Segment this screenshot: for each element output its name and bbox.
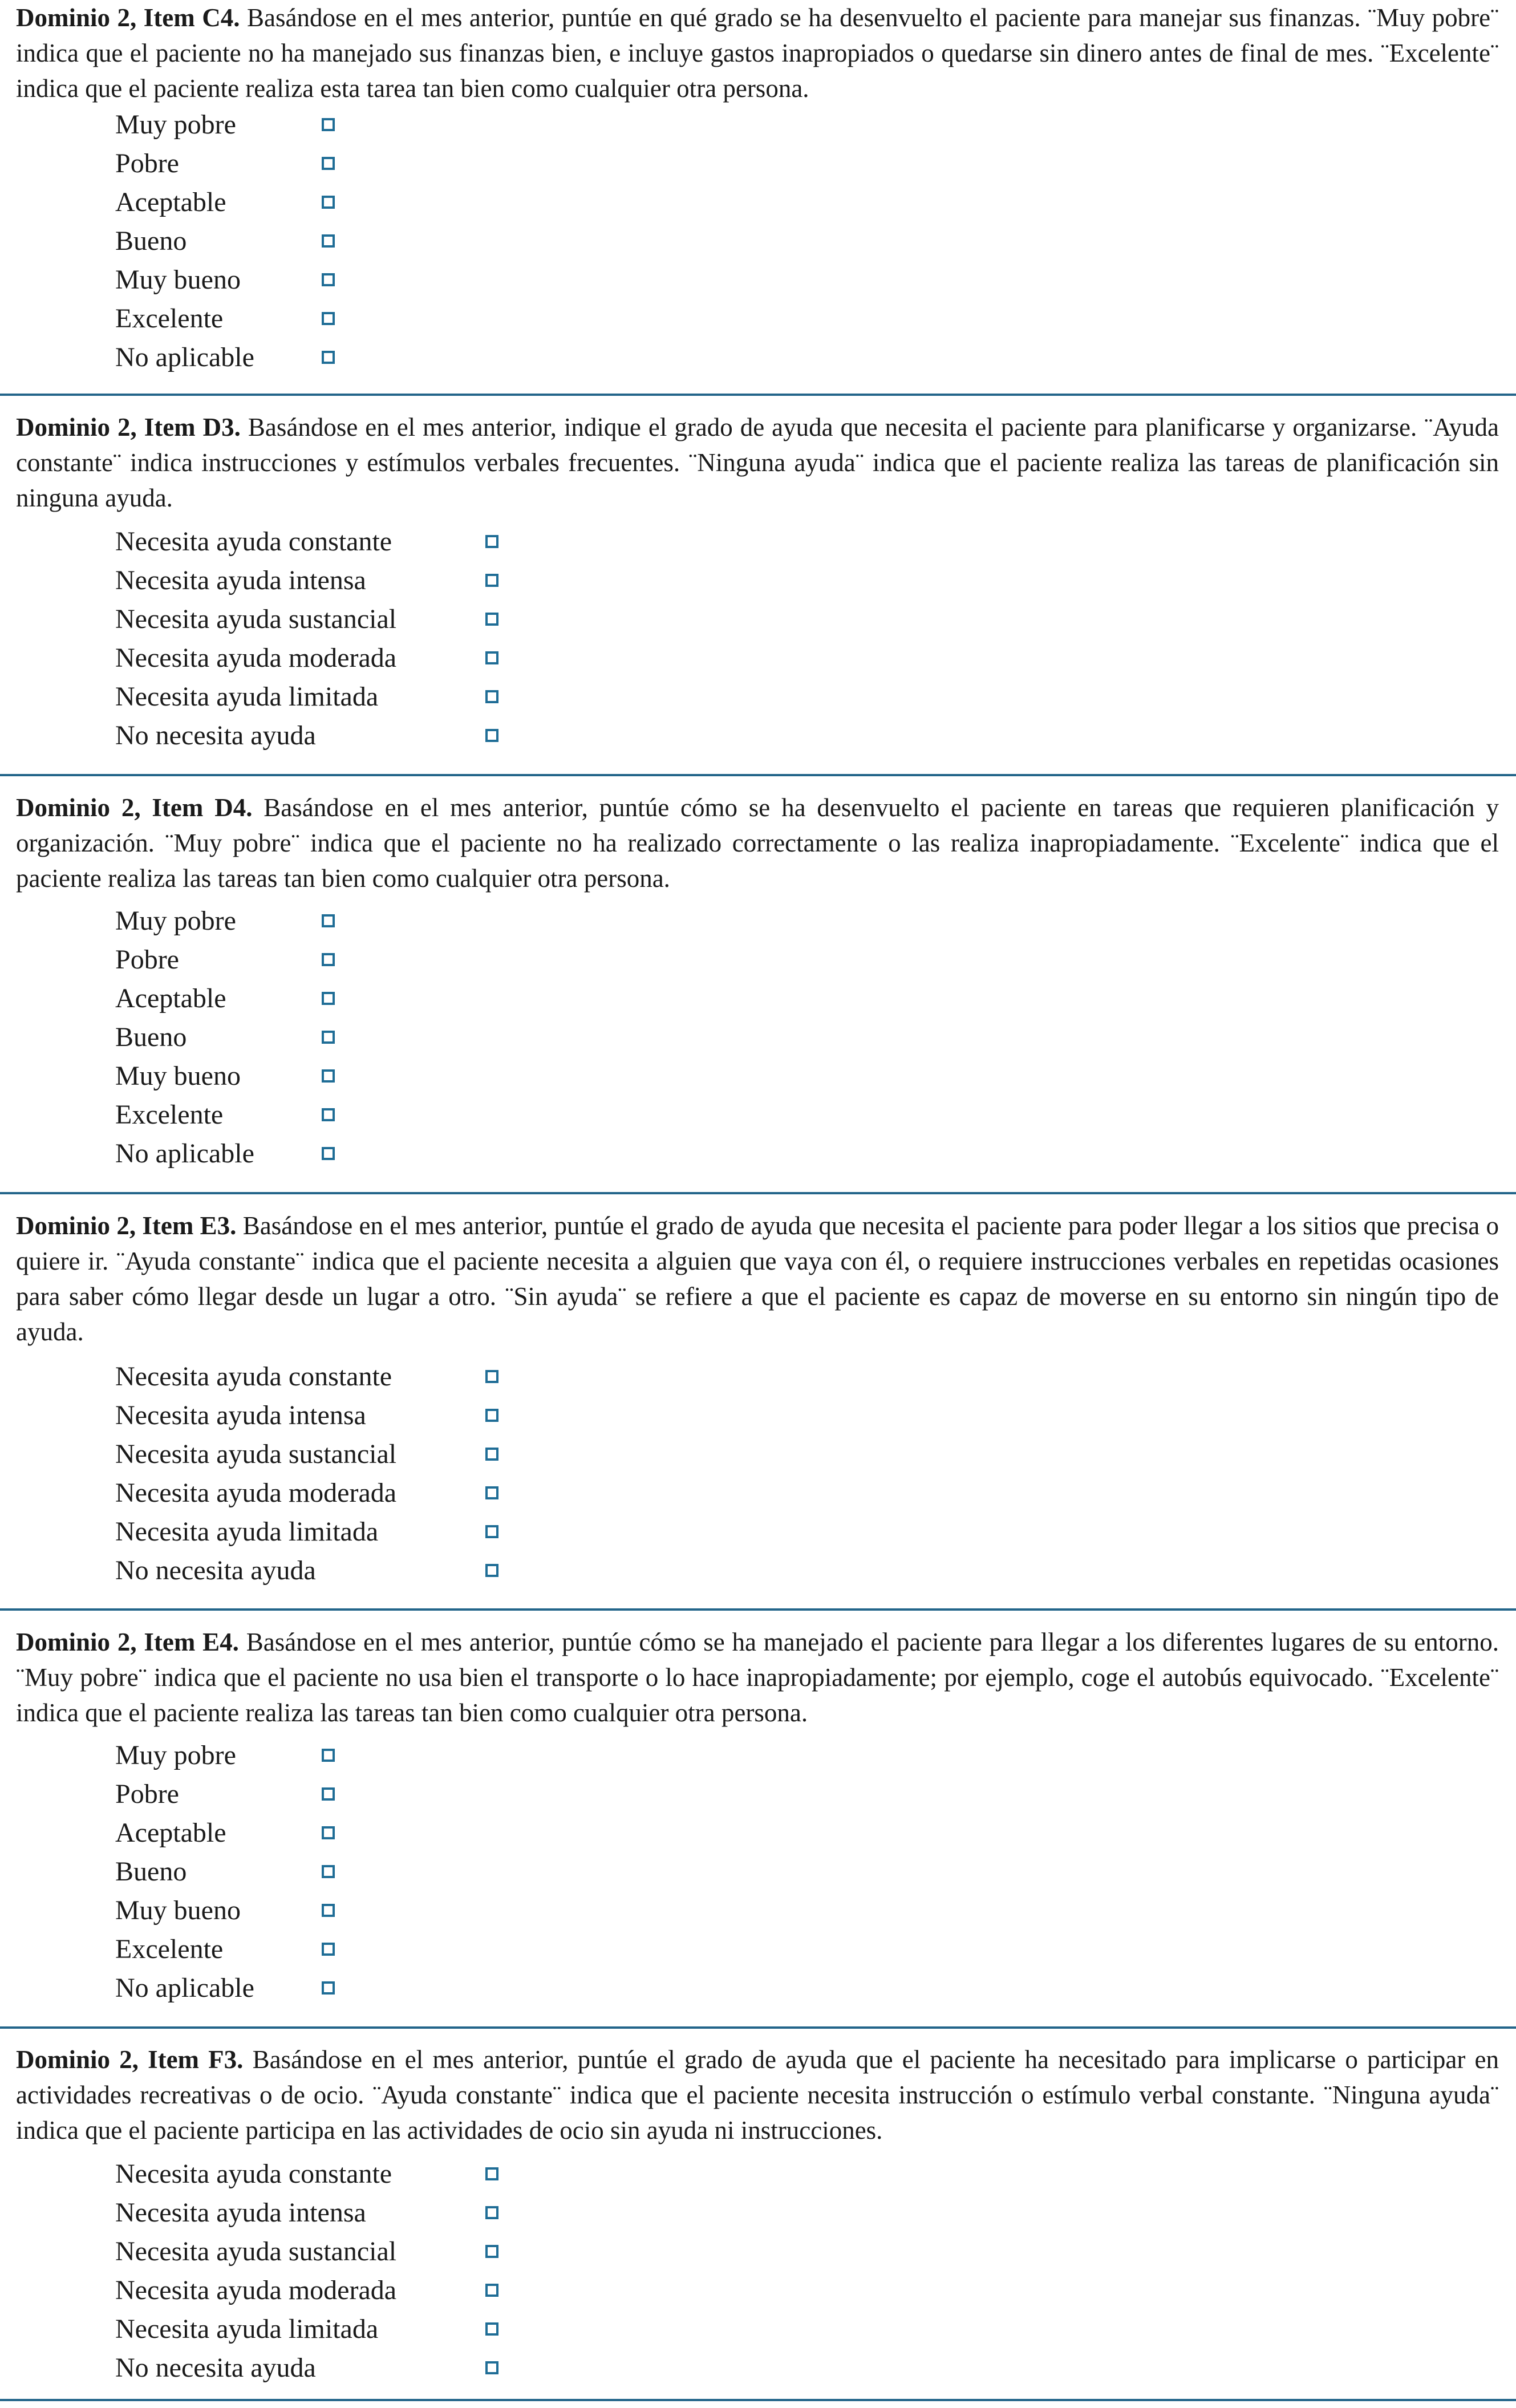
item-title: Dominio 2, Item D3. xyxy=(16,413,241,441)
checkbox[interactable] xyxy=(485,2284,498,2297)
option-label: Bueno xyxy=(115,226,187,256)
option-label: Necesita ayuda constante xyxy=(115,1361,392,1392)
option-label: Aceptable xyxy=(115,1818,226,1848)
option-label: Muy bueno xyxy=(115,1895,241,1925)
option-label: No necesita ayuda xyxy=(115,720,316,751)
checkbox[interactable] xyxy=(322,1147,335,1160)
checkbox[interactable] xyxy=(485,1448,498,1461)
option-label: Excelente xyxy=(115,303,224,334)
option-label: Necesita ayuda constante xyxy=(115,526,392,557)
option-label: Excelente xyxy=(115,1934,224,1964)
checkbox[interactable] xyxy=(485,729,498,742)
option-label: Muy pobre xyxy=(115,906,236,936)
section-divider xyxy=(0,2399,1516,2401)
item-title: Dominio 2, Item E3. xyxy=(16,1211,237,1240)
item-title: Dominio 2, Item C4. xyxy=(16,3,240,32)
checkbox[interactable] xyxy=(485,2245,498,2258)
checkbox[interactable] xyxy=(485,651,498,664)
checkbox[interactable] xyxy=(322,273,335,286)
option-label: Necesita ayuda moderada xyxy=(115,643,397,673)
option-label: No aplicable xyxy=(115,1138,254,1169)
option-label: Necesita ayuda limitada xyxy=(115,1517,379,1547)
option-label: Muy bueno xyxy=(115,265,241,295)
option-label: Necesita ayuda moderada xyxy=(115,1478,397,1508)
checkbox[interactable] xyxy=(322,118,335,131)
option-label: No aplicable xyxy=(115,342,254,372)
checkbox[interactable] xyxy=(485,535,498,548)
item-d3 xyxy=(16,410,1499,751)
checkbox[interactable] xyxy=(485,2206,498,2219)
option-label: Necesita ayuda intensa xyxy=(115,1400,366,1430)
option-label: Excelente xyxy=(115,1100,224,1130)
checkbox[interactable] xyxy=(322,157,335,170)
option-label: Necesita ayuda sustancial xyxy=(115,2236,397,2267)
item-text: Basándose en el mes anterior, puntúe cómo se ha desenvuelto el paciente en tareas que requieren planificación y organización. ¨Muy pobre¨ indica que el paciente no ha realizado correctamente o las realiza inapropiadamente. ¨Excelente¨ indica que el paciente realiza las tareas tan bien como cualquier otra persona. xyxy=(16,793,1499,893)
checkbox[interactable] xyxy=(485,2167,498,2180)
checkbox[interactable] xyxy=(322,1904,335,1917)
item-text: Basándose en el mes anterior, puntúe cómo se ha manejado el paciente para llegar a los diferentes lugares de su entorno. ¨Muy pobre¨ indica que el paciente no usa bien el transporte o lo hace inapropiadamente; por ejemplo, coge el autobús equivocado. ¨Excelente¨ indica que el paciente realiza las tareas tan bien como cualquier otra persona. xyxy=(16,1628,1499,1727)
checkbox[interactable] xyxy=(322,1865,335,1878)
item-d4 xyxy=(16,790,1499,1169)
option-label: No necesita ayuda xyxy=(115,2353,316,2383)
checkbox[interactable] xyxy=(322,1826,335,1839)
item-title: Dominio 2, Item E4. xyxy=(16,1628,239,1656)
checkbox[interactable] xyxy=(322,1031,335,1044)
checkbox[interactable] xyxy=(322,914,335,927)
section-divider xyxy=(0,1608,1516,1611)
option-label: No aplicable xyxy=(115,1973,254,2003)
option-label: No necesita ayuda xyxy=(115,1555,316,1586)
checkbox[interactable] xyxy=(322,1943,335,1956)
checkbox[interactable] xyxy=(485,1564,498,1577)
option-label: Necesita ayuda intensa xyxy=(115,2198,366,2228)
item-e4 xyxy=(16,1624,1499,2003)
option-label: Necesita ayuda constante xyxy=(115,2159,392,2189)
item-description xyxy=(16,1208,1499,1349)
item-title: Dominio 2, Item D4. xyxy=(16,793,253,822)
option-label: Necesita ayuda moderada xyxy=(115,2275,397,2305)
checkbox[interactable] xyxy=(485,690,498,703)
checkbox[interactable] xyxy=(485,1409,498,1422)
option-label: Necesita ayuda sustancial xyxy=(115,1439,397,1469)
section-divider xyxy=(0,1192,1516,1194)
item-title: Dominio 2, Item F3. xyxy=(16,2045,244,2074)
option-label: Necesita ayuda intensa xyxy=(115,565,366,595)
item-text: Basándose en el mes anterior, puntúe el grado de ayuda que necesita el paciente para poder llegar a los sitios que precisa o quiere ir. ¨Ayuda constante¨ indica que el paciente necesita a alguien que vaya con él, o requiere instrucciones verbales en repetidas ocasiones para saber cómo llegar desde un lugar a otro. ¨Sin ayuda¨ se refiere a que el paciente es capaz de moverse en su entorno sin ningún tipo de ayuda. xyxy=(16,1211,1499,1346)
checkbox[interactable] xyxy=(322,196,335,209)
option-label: Pobre xyxy=(115,1779,179,1809)
option-label: Aceptable xyxy=(115,187,226,217)
option-label: Bueno xyxy=(115,1022,187,1052)
option-label: Muy pobre xyxy=(115,1740,236,1770)
option-label: Necesita ayuda limitada xyxy=(115,682,379,712)
option-label: Muy pobre xyxy=(115,110,236,140)
checkbox[interactable] xyxy=(322,1749,335,1762)
section-divider xyxy=(0,394,1516,396)
option-label: Bueno xyxy=(115,1856,187,1887)
checkbox[interactable] xyxy=(485,1370,498,1383)
checkbox[interactable] xyxy=(485,1486,498,1499)
item-description xyxy=(16,790,1499,896)
item-text: Basándose en el mes anterior, indique el grado de ayuda que necesita el paciente para planificarse y organizarse. ¨Ayuda constante¨ indica instrucciones y estímulos verbales frecuentes. ¨Ninguna ayuda¨ indica que el paciente realiza las tareas de planificación sin ninguna ayuda. xyxy=(16,413,1499,512)
checkbox[interactable] xyxy=(322,312,335,325)
checkbox[interactable] xyxy=(322,1069,335,1083)
checkbox[interactable] xyxy=(322,1108,335,1121)
item-e3 xyxy=(16,1208,1499,1586)
option-label: Aceptable xyxy=(115,983,226,1014)
option-label: Pobre xyxy=(115,944,179,975)
checkbox[interactable] xyxy=(322,1787,335,1801)
item-f3 xyxy=(16,2042,1499,2383)
item-c4 xyxy=(16,0,1499,372)
option-label: Necesita ayuda sustancial xyxy=(115,604,397,634)
checkbox[interactable] xyxy=(322,992,335,1005)
option-label: Pobre xyxy=(115,148,179,179)
item-description xyxy=(16,1624,1499,1730)
checkbox[interactable] xyxy=(485,2322,498,2336)
section-divider xyxy=(0,2026,1516,2029)
item-description xyxy=(16,0,1499,106)
option-label: Necesita ayuda limitada xyxy=(115,2314,379,2344)
checkbox[interactable] xyxy=(322,953,335,966)
checkbox[interactable] xyxy=(485,1525,498,1538)
checkbox[interactable] xyxy=(485,2361,498,2374)
checkbox[interactable] xyxy=(485,574,498,587)
checkbox[interactable] xyxy=(322,1981,335,1994)
checkbox[interactable] xyxy=(485,613,498,626)
checkbox[interactable] xyxy=(322,234,335,248)
checkbox[interactable] xyxy=(322,351,335,364)
option-label: Muy bueno xyxy=(115,1061,241,1091)
item-text: Basándose en el mes anterior, puntúe el grado de ayuda que el paciente ha necesitado para implicarse o participar en actividades recreativas o de ocio. ¨Ayuda constante¨ indica que el paciente necesita instrucción o estímulo verbal constante. ¨Ninguna ayuda¨ indica que el paciente participa en las actividades de ocio sin ayuda ni instrucciones. xyxy=(16,2045,1499,2145)
item-description xyxy=(16,2042,1499,2148)
item-description xyxy=(16,410,1499,516)
item-text: Basándose en el mes anterior, puntúe en qué grado se ha desenvuelto el paciente para manejar sus finanzas. ¨Muy pobre¨ indica que el paciente no ha manejado sus finanzas bien, e incluye gastos inapropiados o quedarse sin dinero antes de final de mes. ¨Excelente¨ indica que el paciente realiza esta tarea tan bien como cualquier otra persona. xyxy=(16,3,1499,103)
section-divider xyxy=(0,774,1516,776)
